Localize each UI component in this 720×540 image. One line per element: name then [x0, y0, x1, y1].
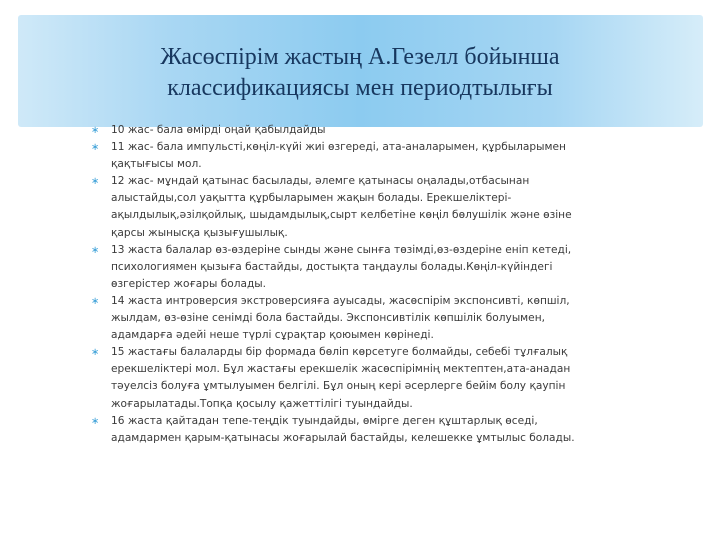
asterisk-bullet-icon: ∗ [91, 125, 100, 136]
bullet-list [89, 122, 644, 447]
list-item [89, 122, 644, 139]
list-item [89, 344, 644, 412]
list-item-text-line: психологиямен қызыға бастайды, достықта таңдаулы болады.Көңіл-күйіндегі [111, 260, 553, 273]
list-item [89, 413, 644, 447]
title-line: Жасөспірім жастың А.Гезелл бойынша [160, 44, 560, 70]
list-item-text-line: 10 жас- бала өмірді оңай қабылдайды [111, 124, 326, 136]
list-item-text-line: 15 жастағы балаларды бір формада бөліп көрсетуге болмайды, себебі тұлғалық [111, 346, 568, 359]
list-item [89, 293, 644, 344]
list-item [89, 173, 644, 241]
list-item-text-line: алыстайды,сол уақытта құрбыларымен жақын болады. Ерекшеліктері- [111, 192, 512, 205]
list-item-text-line: 11 жас- бала импульсті,көңіл-күйі жиі өзгереді, ата-аналарымен, құрбыларымен [111, 141, 566, 154]
asterisk-bullet-icon: ∗ [91, 347, 100, 359]
slide-title [60, 42, 660, 104]
list-item-text-line: ерекшеліктері мол. Бұл жастағы ерекшелік жасөспірімнің мектептен,ата-анадан [111, 363, 571, 376]
list-item [89, 242, 644, 293]
list-item-text-line: тәуелсіз болуға ұмтылуымен белгілі. Бұл оның кері әсерлерге бейім болу қаупін [111, 380, 566, 393]
list-item-text-line: 16 жаста қайтадан тепе-теңдік туындайды, өмірге деген құштарлық өседі, [111, 414, 538, 427]
list-item-text-line: ақылдылық,әзілқойлық, шыдамдылық,сырт келбетіне көңіл бөлушілік және өзіне [111, 209, 572, 222]
list-item [89, 139, 644, 173]
list-item-text-line: қақтығысы мол. [111, 158, 202, 171]
list-item-text-line: жылдам, өз-өзіне сенімді бола бастайды. Экспонсивтілік көпшілік болуымен, [111, 312, 545, 325]
asterisk-bullet-icon: ∗ [91, 295, 100, 307]
asterisk-bullet-icon: ∗ [91, 142, 100, 154]
list-item-text-line: қарсы жынысқа қызығушылық. [111, 226, 288, 239]
list-item-text-line: 14 жаста интроверсия экстроверсияға ауысады, жасөспірім экспонсивті, көпшіл, [111, 294, 570, 307]
asterisk-bullet-icon: ∗ [91, 415, 100, 427]
list-item-text-line: адамдарға әдейі неше түрлі сұрақтар қоюымен көрінеді. [111, 329, 434, 342]
list-item-text-line: 13 жаста балалар өз-өздеріне сынды және сынға төзімді,өз-өздеріне еніп кетеді, [111, 243, 572, 256]
list-item-text-line: жоғарылатады.Топқа қосылу қажеттілігі туындайды. [111, 397, 413, 410]
list-item-text-line: адамдармен қарым-қатынасы жоғарылай бастайды, келешекке ұмтылыс болады. [111, 431, 575, 444]
asterisk-bullet-icon: ∗ [91, 176, 100, 188]
title-line: классификациясы мен периодтылығы [167, 75, 553, 101]
asterisk-bullet-icon: ∗ [91, 244, 100, 256]
list-item-text-line: өзгерістер жоғары болады. [111, 277, 267, 290]
list-item-text-line: 12 жас- мұндай қатынас басылады, әлемге қатынасы оңалады,отбасынан [111, 175, 530, 188]
